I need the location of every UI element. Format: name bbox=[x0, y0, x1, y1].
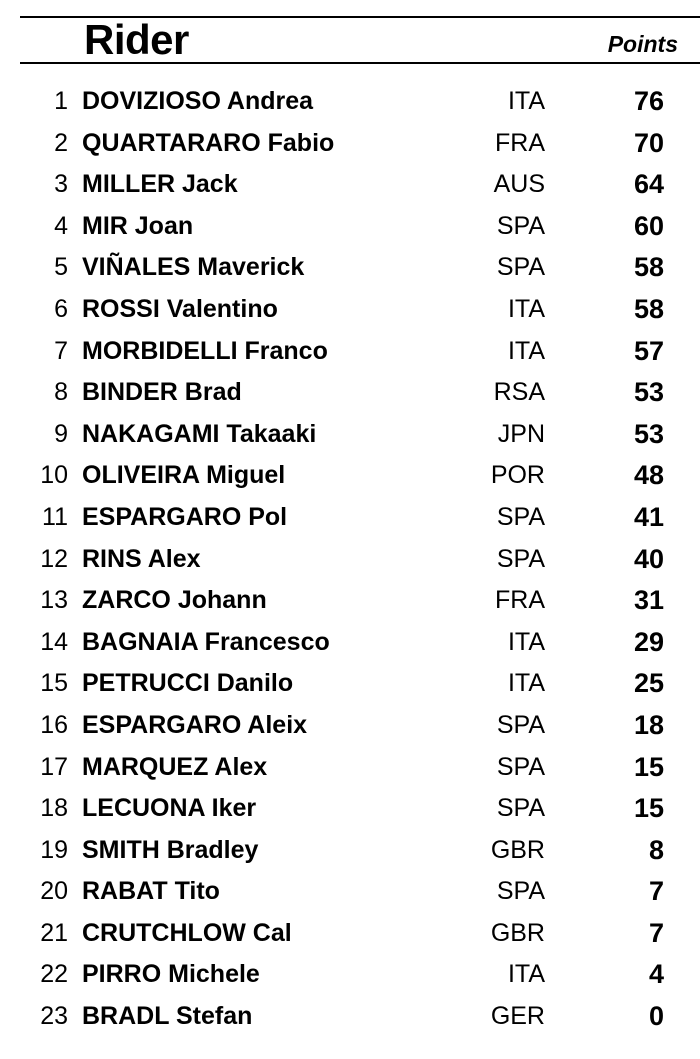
table-row bbox=[0, 164, 700, 206]
nation-cell: SPA bbox=[496, 794, 545, 823]
rider-name-cell: LECUONA Iker bbox=[82, 794, 257, 823]
nation-cell: SPA bbox=[496, 710, 545, 739]
position-cell: 13 bbox=[40, 586, 68, 615]
table-row bbox=[0, 705, 700, 747]
nation-cell: ITA bbox=[507, 669, 545, 698]
table-row bbox=[0, 206, 700, 248]
nation-cell: JPN bbox=[497, 419, 545, 448]
nation-cell: SPA bbox=[496, 502, 545, 531]
position-cell: 14 bbox=[40, 627, 68, 656]
table-row bbox=[0, 455, 700, 497]
table-row bbox=[0, 622, 700, 664]
table-row bbox=[0, 747, 700, 789]
nation-cell: SPA bbox=[496, 253, 545, 282]
position-cell: 15 bbox=[40, 669, 68, 698]
nation-cell: GBR bbox=[490, 918, 545, 947]
position-cell: 23 bbox=[40, 1002, 68, 1031]
points-cell: 15 bbox=[633, 751, 664, 782]
points-cell: 58 bbox=[633, 252, 664, 283]
rider-name-cell: ESPARGARO Aleix bbox=[82, 710, 308, 739]
points-cell: 0 bbox=[648, 1001, 664, 1032]
points-cell: 60 bbox=[633, 210, 664, 241]
position-cell: 22 bbox=[40, 960, 68, 989]
rider-name-cell: PETRUCCI Danilo bbox=[82, 669, 294, 698]
nation-cell: SPA bbox=[496, 211, 545, 240]
points-cell: 76 bbox=[633, 86, 664, 116]
position-cell: 6 bbox=[54, 294, 68, 323]
position-cell: 3 bbox=[54, 170, 68, 199]
position-cell: 7 bbox=[54, 336, 68, 365]
nation-cell: POR bbox=[490, 461, 545, 490]
rider-column-header: Rider bbox=[84, 16, 189, 63]
nation-cell: ITA bbox=[507, 627, 545, 656]
points-cell: 18 bbox=[633, 709, 664, 740]
table-row bbox=[0, 913, 700, 955]
rider-name-cell: RABAT Tito bbox=[82, 877, 220, 906]
nation-cell: GER bbox=[490, 1002, 545, 1031]
rider-name-cell: BINDER Brad bbox=[82, 378, 242, 407]
nation-cell: ITA bbox=[507, 294, 545, 323]
rider-name-cell: MORBIDELLI Franco bbox=[82, 336, 328, 365]
table-row bbox=[0, 996, 700, 1038]
rider-name-cell: CRUTCHLOW Cal bbox=[82, 918, 292, 947]
table-row bbox=[0, 830, 700, 872]
position-cell: 18 bbox=[40, 794, 68, 823]
table-row bbox=[0, 247, 700, 289]
position-cell: 19 bbox=[40, 835, 68, 864]
rider-name-cell: MARQUEZ Alex bbox=[82, 752, 268, 781]
table-row bbox=[0, 372, 700, 414]
nation-cell: FRA bbox=[495, 128, 545, 157]
table-row bbox=[0, 788, 700, 830]
points-column-header: Points bbox=[607, 31, 678, 57]
points-cell: 15 bbox=[633, 793, 664, 824]
nation-cell: GBR bbox=[490, 835, 545, 864]
rider-name-cell: DOVIZIOSO Andrea bbox=[82, 87, 314, 115]
points-cell: 64 bbox=[633, 169, 664, 200]
position-cell: 12 bbox=[40, 544, 68, 573]
points-cell: 40 bbox=[633, 543, 664, 574]
rider-name-cell: ZARCO Johann bbox=[82, 586, 267, 615]
position-cell: 4 bbox=[54, 211, 68, 240]
table-row bbox=[0, 871, 700, 913]
rider-name-cell: MIR Joan bbox=[82, 211, 194, 240]
points-cell: 53 bbox=[633, 377, 664, 408]
points-cell: 4 bbox=[648, 959, 664, 990]
table-row bbox=[0, 81, 700, 123]
points-cell: 58 bbox=[633, 293, 664, 324]
nation-cell: RSA bbox=[493, 378, 545, 407]
rider-name-cell: VIÑALES Maverick bbox=[82, 253, 305, 282]
position-cell: 11 bbox=[42, 502, 68, 531]
rider-name-cell: QUARTARARO Fabio bbox=[82, 128, 335, 157]
points-cell: 29 bbox=[633, 626, 664, 657]
position-cell: 21 bbox=[40, 918, 68, 947]
header-bottom-rule bbox=[20, 62, 700, 64]
position-cell: 2 bbox=[54, 128, 68, 157]
points-cell: 31 bbox=[633, 585, 664, 616]
nation-cell: FRA bbox=[495, 586, 545, 615]
rider-name-cell: RINS Alex bbox=[82, 544, 201, 573]
points-cell: 41 bbox=[633, 501, 664, 532]
table-row bbox=[0, 954, 700, 996]
position-cell: 20 bbox=[40, 877, 68, 906]
rider-name-cell: BAGNAIA Francesco bbox=[82, 627, 330, 656]
points-cell: 57 bbox=[633, 335, 664, 366]
nation-cell: SPA bbox=[496, 752, 545, 781]
table-row bbox=[0, 123, 700, 165]
table-row bbox=[0, 539, 700, 581]
points-cell: 7 bbox=[648, 917, 664, 948]
rider-name-cell: ROSSI Valentino bbox=[82, 294, 278, 323]
position-cell: 16 bbox=[40, 710, 68, 739]
nation-cell: SPA bbox=[496, 877, 545, 906]
points-cell: 8 bbox=[648, 834, 664, 865]
rider-name-cell: NAKAGAMI Takaaki bbox=[82, 419, 317, 448]
table-row bbox=[0, 331, 700, 373]
points-cell: 25 bbox=[633, 668, 664, 699]
position-cell: 8 bbox=[54, 378, 68, 407]
rider-name-cell: ESPARGARO Pol bbox=[82, 502, 288, 531]
points-cell: 53 bbox=[633, 418, 664, 449]
position-cell: 17 bbox=[40, 752, 68, 781]
table-row bbox=[0, 663, 700, 705]
points-cell: 70 bbox=[633, 127, 664, 158]
nation-cell: ITA bbox=[507, 960, 545, 989]
rider-name-cell: PIRRO Michele bbox=[82, 960, 260, 989]
position-cell: 1 bbox=[54, 87, 68, 115]
position-cell: 9 bbox=[54, 419, 68, 448]
points-cell: 7 bbox=[648, 876, 664, 907]
position-cell: 5 bbox=[54, 253, 68, 282]
nation-cell: ITA bbox=[507, 87, 545, 115]
rider-name-cell: OLIVEIRA Miguel bbox=[82, 461, 286, 490]
standings-table bbox=[0, 81, 700, 1038]
nation-cell: ITA bbox=[507, 336, 545, 365]
table-row bbox=[0, 580, 700, 622]
rider-name-cell: BRADL Stefan bbox=[82, 1002, 253, 1031]
rider-name-cell: SMITH Bradley bbox=[82, 835, 259, 864]
rider-name-cell: MILLER Jack bbox=[82, 170, 238, 199]
nation-cell: SPA bbox=[496, 544, 545, 573]
points-cell: 48 bbox=[633, 460, 664, 491]
position-cell: 10 bbox=[40, 461, 68, 490]
table-row bbox=[0, 289, 700, 331]
table-row bbox=[0, 414, 700, 456]
table-row bbox=[0, 497, 700, 539]
nation-cell: AUS bbox=[493, 170, 545, 199]
